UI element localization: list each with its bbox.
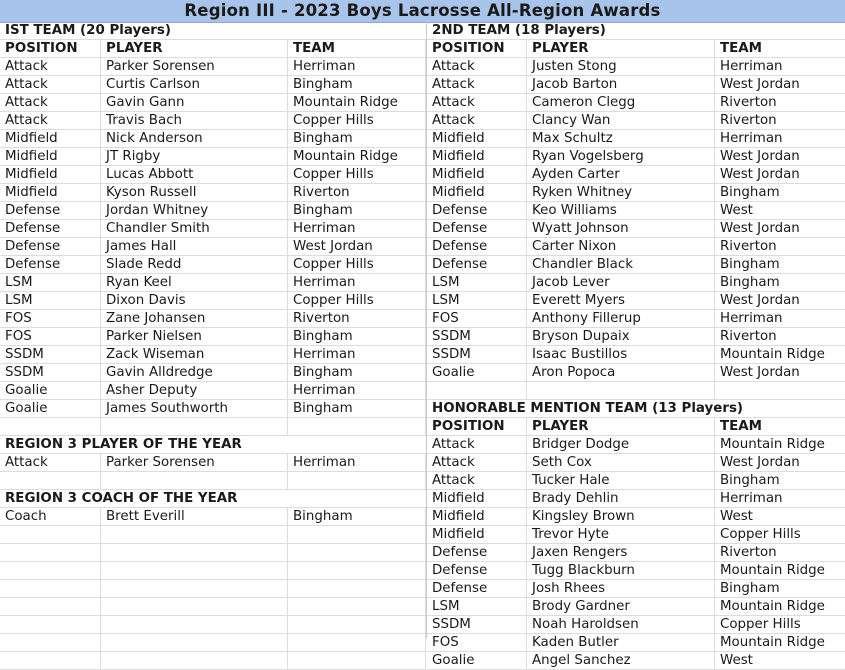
table-row [0,256,426,274]
team-cell[interactable]: Bingham [288,400,426,417]
table-row [427,148,845,166]
team-cell[interactable]: Bingham [288,202,426,219]
player-cell[interactable]: Jaxen Rengers [527,544,715,561]
table-row [0,166,426,184]
empty-cell[interactable] [101,598,288,615]
position-cell[interactable]: Goalie [0,382,101,399]
position-cell[interactable]: Attack [0,454,101,471]
position-cell[interactable]: LSM [427,598,527,615]
player-cell[interactable]: Parker Sorensen [101,454,288,471]
empty-cell[interactable] [0,544,101,561]
player-cell[interactable]: Curtis Carlson [101,76,288,93]
player-cell[interactable]: Travis Bach [101,112,288,129]
team-cell[interactable]: Copper Hills [288,292,426,309]
player-cell[interactable]: Trevor Hyte [527,526,715,543]
header-position[interactable]: POSITION [427,40,527,57]
position-cell[interactable]: Attack [0,76,101,93]
table-row [0,310,426,328]
second-team-heading-label[interactable]: 2ND TEAM (18 Players) [432,23,606,38]
position-cell[interactable]: SSDM [0,346,101,363]
position-cell[interactable]: Midfield [0,184,101,201]
table-row [0,94,426,112]
player-cell[interactable]: Noah Haroldsen [527,616,715,633]
table-row [427,220,845,238]
table-row [0,238,426,256]
empty-row [0,562,426,580]
player-cell[interactable]: Seth Cox [527,454,715,471]
table-row [0,130,426,148]
team-cell[interactable]: West Jordan [720,455,800,470]
team-cell[interactable]: West Jordan [720,149,800,164]
team-cell[interactable]: Bingham [720,473,780,488]
team-cell[interactable]: Bingham [720,257,780,272]
team-cell[interactable]: Mountain Ridge [720,563,825,578]
player-cell[interactable]: Everett Myers [527,292,715,309]
table-row [427,346,845,364]
player-cell[interactable]: Nick Anderson [101,130,288,147]
position-cell[interactable]: Attack [427,112,527,129]
team-cell[interactable]: Mountain Ridge [288,94,426,111]
position-cell[interactable]: Defense [0,256,101,273]
team-cell[interactable]: Herriman [720,59,783,74]
table-row [427,634,845,652]
empty-cell[interactable] [101,562,288,579]
header-position[interactable]: POSITION [427,418,527,435]
team-cell[interactable]: Riverton [720,329,777,344]
team-cell[interactable]: West Jordan [720,365,800,380]
position-cell[interactable]: Goalie [427,652,527,669]
position-cell[interactable]: FOS [427,310,527,327]
empty-row [0,616,426,634]
player-cell[interactable]: Jordan Whitney [101,202,288,219]
empty-cell[interactable] [101,472,288,489]
position-cell[interactable]: FOS [0,328,101,345]
team-cell[interactable]: West [720,509,753,524]
empty-cell[interactable] [288,652,426,669]
position-cell[interactable]: Midfield [427,490,527,507]
team-cell[interactable]: Copper Hills [720,617,801,632]
position-cell[interactable]: LSM [427,292,527,309]
table-row [427,580,845,598]
empty-cell[interactable] [0,652,101,669]
team-cell[interactable]: Herriman [288,382,426,399]
position-cell[interactable]: Midfield [0,130,101,147]
player-cell[interactable]: Brett Everill [101,508,288,525]
position-cell[interactable]: SSDM [427,328,527,345]
position-cell[interactable]: Attack [427,58,527,75]
position-cell[interactable]: Midfield [0,166,101,183]
table-row [427,364,845,382]
team-cell[interactable]: Riverton [288,310,426,327]
player-cell[interactable]: Ryken Whitney [527,184,715,201]
player-cell[interactable]: Anthony Fillerup [527,310,715,327]
player-cell[interactable]: Max Schultz [527,130,715,147]
coach-of-year-heading [0,490,426,508]
table-row [0,274,426,292]
position-cell[interactable]: Midfield [427,130,527,147]
position-cell[interactable]: SSDM [427,616,527,633]
header-position[interactable]: POSITION [0,40,101,57]
player-cell[interactable]: Chandler Black [527,256,715,273]
player-cell[interactable]: Aron Popoca [527,364,715,381]
player-cell[interactable]: Tucker Hale [527,472,715,489]
team-cell[interactable]: Riverton [720,95,777,110]
player-cell[interactable]: Keo Williams [527,202,715,219]
empty-row [0,634,426,652]
position-cell[interactable]: SSDM [427,346,527,363]
table-row [0,400,426,418]
empty-cell[interactable] [0,562,101,579]
table-row [0,454,426,472]
team-cell[interactable]: Bingham [288,76,426,93]
team-cell[interactable]: Bingham [288,364,426,381]
player-cell[interactable]: Cameron Clegg [527,94,715,111]
table-row [427,274,845,292]
player-cell[interactable]: Gavin Alldredge [101,364,288,381]
table-row [427,328,845,346]
team-cell[interactable]: Copper Hills [288,112,426,129]
empty-cell[interactable] [0,580,101,597]
player-of-year-heading [0,436,426,454]
table-row [427,166,845,184]
honorable-mention-heading [427,400,845,418]
player-cell[interactable]: Ryan Keel [101,274,288,291]
player-cell[interactable]: Lucas Abbott [101,166,288,183]
table-row [427,202,845,220]
empty-cell[interactable] [0,634,101,651]
empty-cell[interactable] [0,418,101,435]
player-cell[interactable]: Asher Deputy [101,382,288,399]
table-row [427,508,845,526]
player-cell[interactable]: Brody Gardner [527,598,715,615]
table-row [427,562,845,580]
empty-row [0,580,426,598]
table-row [427,112,845,130]
empty-cell[interactable] [288,526,426,543]
sheet-title[interactable]: Region III - 2023 Boys Lacrosse All-Region Awards [0,0,845,23]
empty-cell[interactable] [101,418,288,435]
team-cell[interactable]: Bingham [288,130,426,147]
header-team[interactable]: TEAM [720,419,762,434]
empty-cell[interactable] [527,382,715,399]
team-cell[interactable]: Herriman [720,311,783,326]
position-cell[interactable]: Defense [0,202,101,219]
player-cell[interactable]: JT Rigby [101,148,288,165]
table-row [427,94,845,112]
position-cell[interactable]: Midfield [427,508,527,525]
header-team[interactable]: TEAM [720,41,762,56]
position-cell[interactable]: Attack [427,76,527,93]
position-cell[interactable]: Midfield [427,184,527,201]
empty-cell[interactable] [288,472,426,489]
table-row [427,130,845,148]
table-row [0,292,426,310]
empty-cell[interactable] [288,544,426,561]
empty-cell[interactable] [0,616,101,633]
team-cell[interactable]: Copper Hills [288,256,426,273]
table-row [427,526,845,544]
position-cell[interactable]: Midfield [0,148,101,165]
table-row [0,184,426,202]
position-cell[interactable]: LSM [0,274,101,291]
position-cell[interactable]: Defense [427,220,527,237]
team-cell[interactable]: Herriman [288,220,426,237]
position-cell[interactable]: Defense [427,202,527,219]
table-row [427,76,845,94]
player-cell[interactable]: Slade Redd [101,256,288,273]
team-cell[interactable]: Herriman [288,346,426,363]
right-column-block [427,22,845,668]
player-cell[interactable]: Zack Wiseman [101,346,288,363]
team-cell[interactable]: Riverton [720,239,777,254]
table-row [427,58,845,76]
team-cell[interactable]: Herriman [720,491,783,506]
team-cell[interactable]: West Jordan [720,221,800,236]
team-cell[interactable]: West [720,653,753,668]
table-row [427,238,845,256]
table-row [0,58,426,76]
player-cell[interactable]: Jacob Barton [527,76,715,93]
empty-cell[interactable] [288,634,426,651]
header-player[interactable]: PLAYER [527,40,715,57]
team-cell[interactable]: Mountain Ridge [720,437,825,452]
empty-cell[interactable] [288,616,426,633]
table-row [0,220,426,238]
team-cell[interactable]: West Jordan [720,77,800,92]
table-row [0,382,426,400]
team-cell[interactable]: Bingham [720,275,780,290]
left-column-block [0,22,426,638]
player-cell[interactable]: Tugg Blackburn [527,562,715,579]
player-of-year-heading-label[interactable]: REGION 3 PLAYER OF THE YEAR [5,437,242,452]
team-cell[interactable]: Copper Hills [288,166,426,183]
team-cell[interactable]: Riverton [720,113,777,128]
team-cell[interactable]: Mountain Ridge [720,347,825,362]
team-cell[interactable]: Mountain Ridge [720,599,825,614]
player-cell[interactable]: Justen Stong [527,58,715,75]
header-team[interactable]: TEAM [288,40,426,57]
empty-cell[interactable] [715,382,845,399]
player-cell[interactable]: Ayden Carter [527,166,715,183]
position-cell[interactable]: Defense [0,238,101,255]
team-cell[interactable]: West [720,203,753,218]
header-player[interactable]: PLAYER [101,40,288,57]
empty-cell[interactable] [427,382,527,399]
position-cell[interactable]: Defense [427,238,527,255]
player-cell[interactable]: James Southworth [101,400,288,417]
column-header-row [427,40,845,58]
position-cell[interactable]: Goalie [0,400,101,417]
empty-cell[interactable] [101,616,288,633]
second-team-heading [427,22,845,40]
position-cell[interactable]: Midfield [427,166,527,183]
position-cell[interactable]: Defense [427,256,527,273]
empty-row [0,652,426,670]
player-cell[interactable]: Parker Sorensen [101,58,288,75]
empty-cell[interactable] [101,634,288,651]
position-cell[interactable]: Goalie [427,364,527,381]
player-cell[interactable]: Kingsley Brown [527,508,715,525]
team-cell[interactable]: Mountain Ridge [288,148,426,165]
team-cell[interactable]: Herriman [288,274,426,291]
column-header-row [427,418,845,436]
header-player[interactable]: PLAYER [527,418,715,435]
table-row [427,616,845,634]
table-row [427,436,845,454]
player-cell[interactable]: Bryson Dupaix [527,328,715,345]
player-cell[interactable]: Gavin Gann [101,94,288,111]
table-row [427,598,845,616]
position-cell[interactable]: Defense [427,580,527,597]
team-cell[interactable]: Herriman [288,58,426,75]
player-cell[interactable]: Brady Dehlin [527,490,715,507]
position-cell[interactable]: Defense [427,562,527,579]
empty-row [0,526,426,544]
position-cell[interactable]: Defense [427,544,527,561]
player-cell[interactable]: Jacob Lever [527,274,715,291]
player-cell[interactable]: Clancy Wan [527,112,715,129]
table-row [0,148,426,166]
empty-cell[interactable] [288,580,426,597]
team-cell[interactable]: Herriman [288,454,426,471]
table-row [427,652,845,670]
empty-cell[interactable] [0,526,101,543]
table-row [427,292,845,310]
player-cell[interactable]: Wyatt Johnson [527,220,715,237]
team-cell[interactable]: West Jordan [720,167,800,182]
player-cell[interactable]: Angel Sanchez [527,652,715,669]
table-row [0,112,426,130]
empty-cell[interactable] [101,544,288,561]
team-cell[interactable]: West Jordan [720,293,800,308]
position-cell[interactable]: Attack [427,436,527,453]
position-cell[interactable]: Attack [0,112,101,129]
position-cell[interactable]: Defense [0,220,101,237]
player-cell[interactable]: Kyson Russell [101,184,288,201]
player-cell[interactable]: Zane Johansen [101,310,288,327]
position-cell[interactable]: SSDM [0,364,101,381]
position-cell[interactable]: FOS [427,634,527,651]
player-cell[interactable]: Chandler Smith [101,220,288,237]
table-row [0,346,426,364]
team-cell[interactable]: Herriman [720,131,783,146]
player-cell[interactable]: James Hall [101,238,288,255]
position-cell[interactable]: LSM [0,292,101,309]
position-cell[interactable]: Attack [0,94,101,111]
player-cell[interactable]: Carter Nixon [527,238,715,255]
table-row [0,508,426,526]
team-cell[interactable]: Riverton [288,184,426,201]
player-cell[interactable]: Josh Rhees [527,580,715,597]
team-cell[interactable]: West Jordan [288,238,426,255]
table-row [0,364,426,382]
table-row [0,328,426,346]
position-cell[interactable]: Coach [0,508,101,525]
position-cell[interactable]: Attack [427,94,527,111]
first-team-heading-label[interactable]: IST TEAM (20 Players) [5,23,172,38]
table-row [0,76,426,94]
player-cell[interactable]: Dixon Davis [101,292,288,309]
empty-row [0,418,426,436]
table-row [427,544,845,562]
empty-cell[interactable] [288,562,426,579]
position-cell[interactable]: Midfield [427,148,527,165]
team-cell[interactable]: Bingham [720,185,780,200]
empty-row [0,544,426,562]
team-cell[interactable]: Riverton [720,545,777,560]
position-cell[interactable]: FOS [0,310,101,327]
table-row [427,184,845,202]
empty-row [427,382,845,400]
team-cell[interactable]: Mountain Ridge [720,635,825,650]
coach-of-year-heading-label[interactable]: REGION 3 COACH OF THE YEAR [5,491,238,506]
table-row [427,490,845,508]
position-cell[interactable]: Midfield [427,526,527,543]
honorable-mention-heading-label[interactable]: HONORABLE MENTION TEAM (13 Players) [432,401,744,416]
empty-cell[interactable] [101,580,288,597]
table-row [427,310,845,328]
player-cell[interactable]: Parker Nielsen [101,328,288,345]
position-cell[interactable]: Attack [427,472,527,489]
empty-cell[interactable] [288,418,426,435]
team-cell[interactable]: Copper Hills [720,527,801,542]
empty-row [0,598,426,616]
position-cell[interactable]: Attack [0,58,101,75]
table-row [427,472,845,490]
player-cell[interactable]: Kaden Butler [527,634,715,651]
table-row [427,454,845,472]
first-team-heading [0,22,426,40]
empty-cell[interactable] [288,598,426,615]
player-cell[interactable]: Ryan Vogelsberg [527,148,715,165]
player-cell[interactable]: Bridger Dodge [527,436,715,453]
column-header-row [0,40,426,58]
empty-cell[interactable] [101,652,288,669]
team-cell[interactable]: Bingham [288,328,426,345]
team-cell[interactable]: Bingham [720,581,780,596]
empty-cell[interactable] [0,598,101,615]
empty-cell[interactable] [0,472,101,489]
position-cell[interactable]: Attack [427,454,527,471]
player-cell[interactable]: Isaac Bustillos [527,346,715,363]
position-cell[interactable]: LSM [427,274,527,291]
table-row [427,256,845,274]
team-cell[interactable]: Bingham [288,508,426,525]
empty-row [0,472,426,490]
table-row [0,202,426,220]
empty-cell[interactable] [101,526,288,543]
